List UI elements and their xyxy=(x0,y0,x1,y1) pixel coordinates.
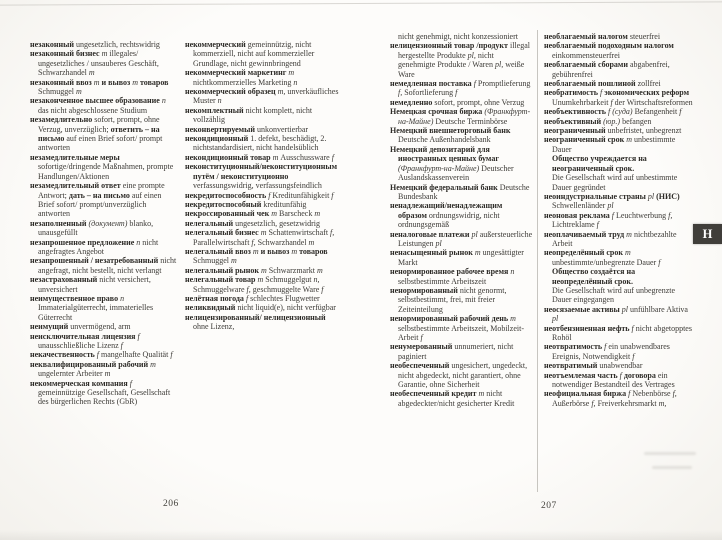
dictionary-entry: неотвратимость f ein unabwendbares Ereignis, Notwendigkeit f xyxy=(544,342,670,361)
dictionary-entry: неквалифицированный рабочий m ungelernter Arbeiter m xyxy=(30,359,156,379)
dictionary-entry: неоплачиваемый труд m nichtbezahlte Arbeit xyxy=(544,229,677,248)
dictionary-entry: Немецкий федеральный банк Deutsche Bundesbank xyxy=(390,182,530,201)
dictionary-entry: неимущественное право n Immaterialgüterrecht, immaterielles Güterrecht xyxy=(30,293,154,322)
page-bottom-shadow xyxy=(0,530,722,540)
dictionary-entry: Die Gesellschaft wird auf unbegrenzte Dauer eingegangen xyxy=(552,285,676,305)
dictionary-entry: Немецкий депозитарий для иностранных ценных бумаг (Франкфурт-на-Майне) Deutscher Auslandskassenverein xyxy=(390,144,514,183)
dictionary-entry: неоиндустриальные страны pl (НИС) Schwellenländer pl xyxy=(544,191,680,211)
right-page-column-2 xyxy=(544,32,695,497)
dictionary-entry: нелегальный товар m Schmuggelgut n, Schmuggelware f, geschmuggelte Ware f xyxy=(185,275,324,294)
dictionary-entry: некомплектный nicht komplett, nicht vollzählig xyxy=(185,105,313,125)
page-number-right: 207 xyxy=(541,501,557,511)
right-page-column-1 xyxy=(390,32,533,497)
thumb-tab-letter: H xyxy=(702,226,713,241)
dictionary-entry: необлагаемый пошлиной zollfrei xyxy=(544,79,661,89)
dictionary-entry: незапрошенное предложение n nicht angefragtes Angebot xyxy=(30,237,159,256)
dictionary-entry: неликвидный nicht liquid(e), nicht verfügbar xyxy=(185,303,336,313)
dictionary-entry: немедленная поставка f Promptlieferung f, Sofortlieferung f xyxy=(390,79,531,98)
letter-thumb-tab-H xyxy=(693,224,722,244)
dictionary-entry: некоммерческий образец m, unverkäufliches Muster n xyxy=(185,87,339,106)
dictionary-entry: ненадлежащий/ненадлежащим образом ordnungswidrig, nicht ordnungsgemäß xyxy=(390,201,503,230)
dictionary-entry: неконвертируемый unkonvertierbar xyxy=(185,124,309,134)
dictionary-entry: неконституционный/неконституционным путём / неконституционно verfassungswidrig, verfassungsfeindlich xyxy=(185,162,338,191)
dictionary-entry: нелегальный ungesetzlich, gesetzwidrig xyxy=(185,218,320,228)
print-smudge xyxy=(652,466,692,469)
dictionary-entry: Общество учреждается на неограниченный срок. xyxy=(552,154,647,173)
dictionary-entry: неоновая реклама f Leuchtwerbung f, Lichtreklame f xyxy=(544,210,673,230)
page-top-edge xyxy=(0,1,722,5)
dictionary-entry: некондиционный товар m Ausschussware f xyxy=(185,152,334,162)
dictionary-entry: незапрошенный / незатребованный nicht angefragt, nicht bestellt, nicht verlangt xyxy=(30,256,177,275)
dictionary-entry: неофициальная биржа f Nebenbörse f, Außerbörse f, Freiverkehrsmarkt m, xyxy=(544,389,677,408)
dictionary-entry: ненумерованный unnumeriert, nicht paginiert xyxy=(390,342,514,361)
dictionary-entry: ненормированный рабочий день m selbstbestimmte Arbeitszeit, Mobilzeit-Arbeit f xyxy=(390,314,524,342)
dictionary-entry: немедленно sofort, prompt, ohne Verzug xyxy=(390,97,525,107)
left-page-column-1 xyxy=(30,40,178,498)
dictionary-entry: Общество создаётся на неопределённый срок. xyxy=(552,267,636,286)
dictionary-entry: Немецкая срочная биржа (Франкфурт-на-Майне) Deutsche Terminbörse xyxy=(390,107,531,126)
dictionary-entry: необлагаемый сборами abgabenfrei, gebührenfrei xyxy=(544,60,670,79)
dictionary-entry: неотвратимый unabwendbar xyxy=(544,361,643,371)
dictionary-entry: неотъемлемая часть f договора ein notwendiger Bestandteil des Vertrages xyxy=(544,370,675,390)
dictionary-entry: неимущий unvermögend, arm xyxy=(30,322,131,332)
dictionary-entry: неопределённый срок m unbestimmte/unbegrenzte Dauer f xyxy=(544,248,661,267)
print-smudge xyxy=(644,452,696,455)
dictionary-entry: нелегальный рынок m Schwarzmarkt m xyxy=(185,265,323,275)
dictionary-entry: некоммерческий маркетинг m nichtkommerzielles Marketing n xyxy=(185,68,298,87)
dictionary-entry: некоммерческий gemeinnützig, nicht kommerziell, nicht auf kommerzieller Grundlage, nicht gewinnbringend xyxy=(185,40,315,68)
dictionary-entry: неисключительная лицензия f unausschließliche Lizenz f xyxy=(30,331,140,350)
dictionary-entry: некредитоспособность f Kreditunfähigkeit f xyxy=(185,190,334,200)
dictionary-entry: некачественность f mangelhafte Qualität f xyxy=(30,350,173,360)
dictionary-entry: Die Gesellschaft wird auf unbestimmte Dauer gegründet xyxy=(552,173,678,192)
dictionary-entry: необъективный (юр.) befangen xyxy=(544,116,652,126)
dictionary-entry: незаполненный (документ) blanko, unausgefüllt xyxy=(30,218,154,238)
dictionary-entry: неналоговые платежи pl außersteuerliche Leistungen pl xyxy=(390,229,533,248)
dictionary-entry: незамедлительный ответ eine prompte Antwort; дать – на письмо auf einen Brief sofort/ prompt/unverzüglich antworten xyxy=(30,181,165,219)
dictionary-entry: нелётная погода f schlechtes Flugwetter xyxy=(185,293,320,303)
dictionary-entry: некроссированный чек m Barscheck m xyxy=(185,209,321,219)
dictionary-entry: Немецкий внешнеторговый банк Deutsche Außenhandelsbank xyxy=(390,126,511,145)
dictionary-entry: ненормированный nicht genormt, selbstbestimmt, frei, mit freier Zeiteinteilung xyxy=(390,285,507,314)
dictionary-entry: необъективность f (суда) Befangenheit f xyxy=(544,107,682,117)
left-page-column-2 xyxy=(185,40,342,498)
dictionary-entry: нелегальный бизнес m Schattenwirtschaft f, Parallelwirtschaft f, Schwarzhandel m xyxy=(185,228,335,247)
dictionary-entry: необеспеченный кредит m nicht abgedeckter/nicht gesicherter Kredit xyxy=(390,389,515,408)
dictionary-entry: незамедлительные меры sofortige/dringende Maßnahmen, prompte Handlungen/Aktionen xyxy=(30,152,174,181)
dictionary-entry: незастрахованный nicht versichert, unversichert xyxy=(30,275,151,294)
dictionary-entry: незамедлительно sofort, prompt, ohne Verzug, unverzüglich; ответить – на письмо auf einen Brief sofort/ prompt antworten xyxy=(30,115,163,153)
dictionary-entry: незаконченное высшее образование n das nicht abgeschlossene Studium xyxy=(30,96,166,115)
dictionary-entry: необратимость f экономических реформ Unumkehrbarkeit f der Wirtschaftsreformen xyxy=(544,88,693,107)
dictionary-entry: ненасыщенный рынок m ungesättigter Markt xyxy=(390,248,524,267)
dictionary-entry: незаконный ввоз m и вывоз m товаров Schmuggel m xyxy=(30,77,169,97)
column-divider-rule xyxy=(537,30,538,492)
dictionary-entry: незаконный ungesetzlich, rechtswidrig xyxy=(30,40,160,49)
dictionary-entry: необлагаемый налогом steuerfrei xyxy=(544,32,661,41)
dictionary-entry: неотбензиненная нефть f nicht abgetopptes Rohöl xyxy=(544,323,692,342)
dictionary-entry: необеспеченный ungesichert, ungedeckt, nicht abgedeckt, nicht garantiert, ohne Garantie, ohne Sicherheit xyxy=(390,361,528,390)
dictionary-entry: nicht genehmigt, nicht konzessioniert xyxy=(398,32,518,41)
dictionary-entry: неограниченный срок m unbestimmte Dauer xyxy=(544,135,676,154)
dictionary-entry: некоммерческая компания f gemeinnützige Gesellschaft, Gesellschaft des bürgerlichen Rechts (GbR) xyxy=(30,378,171,407)
dictionary-entry: неограниченный unbefristet, unbegrenzt xyxy=(544,126,682,136)
dictionary-entry: нелегальный ввоз m и вывоз m товаров Schmuggel m xyxy=(185,246,328,266)
dictionary-entry: некондиционный 1. defekt, beschädigt, 2. nichtstandardisiert, nicht handelsüblich xyxy=(185,134,327,153)
page-number-left: 206 xyxy=(163,499,179,509)
dictionary-entry: нелицензионный товар /продукт illegal hergestellte Produkte pl, nicht genehmigte Produkte / Waren pl, weiße Ware xyxy=(390,41,530,79)
dictionary-entry: некредитоспособный kreditunfähig xyxy=(185,199,307,209)
dictionary-entry: ненормированное рабочее время n selbstbestimmte Arbeitszeit xyxy=(390,267,515,286)
dictionary-entry: незаконный бизнес m illegales/ ungesetzliches / unsauberes Geschäft, Schwarzhandel m xyxy=(30,49,159,78)
dictionary-entry: необлагаемый подоходным налогом einkommensteuerfrei xyxy=(544,41,674,60)
dictionary-entry: неосязаемые активы pl unfühlbare Aktiva pl xyxy=(544,304,688,324)
dictionary-entry: нелицензированный/ нелицензионный ohne Lizenz, xyxy=(185,312,326,332)
